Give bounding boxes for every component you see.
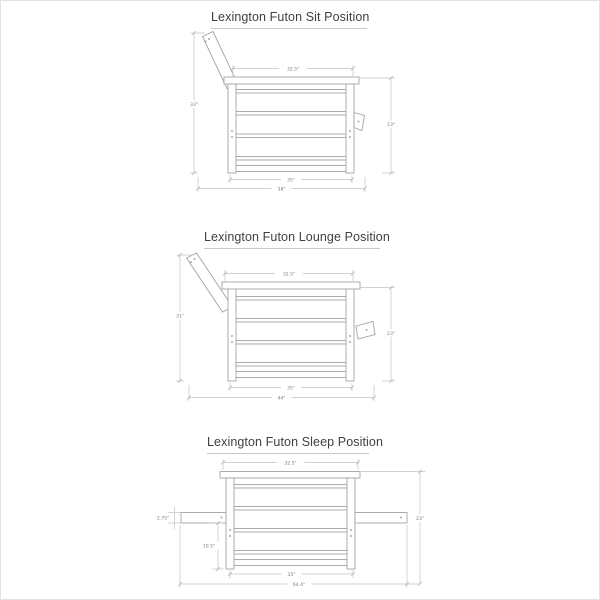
sit-dim-top: 32.5": [286, 67, 300, 73]
drawing-title-lounge: Lexington Futon Lounge Position: [204, 230, 380, 249]
sleep-rail-2: [234, 507, 347, 511]
sit-bottom-rail: [236, 166, 346, 172]
futon-diagrams: [1, 1, 599, 599]
sit-seat-top: [224, 77, 359, 84]
sleep-furniture: [181, 472, 407, 570]
drawing-title-sit: Lexington Futon Sit Position: [211, 10, 367, 29]
lounge-rail-1: [236, 297, 346, 301]
sleep-dim-bottom-outer: 64.4": [292, 582, 306, 588]
sleep-dim-bottom-inner: 35": [287, 572, 296, 578]
lounge-rail-2: [236, 319, 346, 323]
sit-rail-1: [236, 90, 346, 94]
sleep-seat-top: [220, 472, 360, 479]
sit-drawing: [186, 31, 400, 192]
sit-dim-bottom-inner: 35": [287, 178, 295, 184]
lounge-dim-left: 31": [176, 314, 184, 320]
sleep-bottom-rail: [234, 560, 347, 566]
lounge-drawing: [172, 253, 400, 401]
sit-rail-3: [236, 134, 346, 138]
sit-furniture: [203, 32, 365, 174]
sit-dim-left: 33": [190, 102, 198, 108]
lounge-dim-bottom-inner: 35": [287, 386, 295, 392]
lounge-bottom-rail: [236, 372, 346, 378]
sit-dim-right: 23": [387, 122, 395, 128]
lounge-dim-top: 32.5": [282, 272, 296, 278]
sleep-rail-1: [234, 485, 347, 489]
sit-left-leg: [228, 84, 236, 173]
lounge-side-bracket: [356, 322, 375, 340]
lounge-rail-4: [236, 363, 346, 367]
drawing-title-sleep: Lexington Futon Sleep Position: [207, 435, 369, 454]
lounge-dim-bottom-outer: 44": [277, 396, 286, 402]
sit-rail-2: [236, 112, 346, 116]
lounge-right-leg: [346, 289, 354, 381]
sit-rail-4: [236, 157, 346, 161]
sit-dim-bottom-outer: 38": [277, 187, 286, 193]
sleep-left-leg: [226, 478, 234, 569]
sit-right-leg: [346, 84, 354, 173]
sleep-dim-top: 32.5": [284, 461, 297, 467]
lounge-rail-3: [236, 341, 346, 345]
sleep-dim-left-height: 10.5": [202, 544, 216, 550]
lounge-dim-right: 23": [387, 331, 395, 337]
sleep-right-leg: [347, 478, 355, 569]
lounge-seat-top: [222, 282, 360, 289]
sleep-right-extension: [355, 513, 407, 524]
sleep-rail-4: [234, 551, 347, 555]
sleep-dim-right: 23": [416, 516, 424, 522]
sleep-dim-left-thickness: 2.75": [156, 516, 170, 522]
sleep-drawing: [154, 459, 428, 588]
lounge-left-leg: [228, 289, 236, 381]
sleep-rail-3: [234, 529, 347, 533]
